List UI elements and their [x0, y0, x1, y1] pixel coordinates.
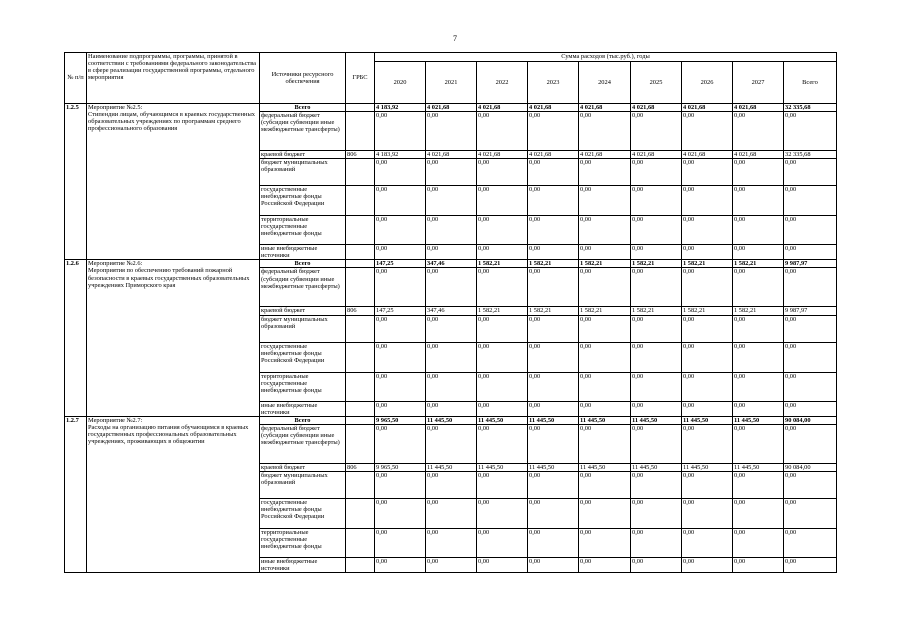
year-value: 0,00	[375, 372, 426, 401]
year-value: 1 582,21	[682, 307, 733, 315]
year-value: 147,25	[375, 307, 426, 315]
year-value: 11 445,50	[528, 463, 579, 471]
year-value: 0,00	[682, 112, 733, 151]
year-value: 0,00	[579, 245, 631, 260]
year-value: 0,00	[682, 245, 733, 260]
total-value: 0,00	[784, 216, 837, 245]
funding-source: государственные внебюджетные фонды Российской Федерации	[260, 342, 346, 372]
year-value: 0,00	[631, 401, 682, 416]
year-value: 0,00	[733, 268, 784, 307]
year-value: 0,00	[528, 112, 579, 151]
year-value: 0,00	[579, 401, 631, 416]
funding-source: бюджет муниципальных образований	[260, 159, 346, 186]
funding-source: территориальные государственные внебюджетные фонды	[260, 372, 346, 401]
year-value: 1 582,21	[528, 307, 579, 315]
funding-source: территориальные государственные внебюджетные фонды	[260, 216, 346, 245]
year-value: 1 582,21	[579, 307, 631, 315]
year-value: 0,00	[682, 186, 733, 216]
year-value: 4 021,68	[631, 151, 682, 159]
year-value: 0,00	[733, 159, 784, 186]
year-value: 0,00	[528, 159, 579, 186]
year-value: 0,00	[631, 372, 682, 401]
total-value: 0,00	[784, 245, 837, 260]
year-value: 0,00	[426, 401, 477, 416]
grbs-code	[346, 245, 375, 260]
year-value: 0,00	[477, 159, 528, 186]
page-number: 7	[453, 34, 457, 43]
funding-source: краевой бюджет	[260, 307, 346, 315]
header-year: 2023	[528, 62, 579, 104]
year-value: 4 021,68	[528, 151, 579, 159]
total-value: 0,00	[784, 315, 837, 342]
year-value: 0,00	[528, 342, 579, 372]
year-value: 4 021,68	[477, 104, 528, 112]
grbs-code: 806	[346, 463, 375, 471]
year-value: 0,00	[631, 186, 682, 216]
year-value: 0,00	[375, 112, 426, 151]
year-value: 0,00	[375, 401, 426, 416]
total-value: 0,00	[784, 401, 837, 416]
year-value: 0,00	[375, 245, 426, 260]
year-value: 0,00	[733, 315, 784, 342]
year-value: 0,00	[375, 159, 426, 186]
budget-table	[64, 52, 837, 573]
item-number: 1.2.6	[65, 260, 87, 416]
year-value: 0,00	[733, 186, 784, 216]
year-value: 11 445,50	[426, 416, 477, 424]
year-value: 4 021,68	[426, 151, 477, 159]
table-header	[65, 53, 837, 104]
year-value: 0,00	[375, 528, 426, 557]
header-sources: Источники ресурсного обеспечения	[260, 53, 346, 104]
year-value: 0,00	[631, 498, 682, 528]
year-value: 0,00	[579, 216, 631, 245]
grbs-code	[346, 372, 375, 401]
year-value: 4 021,68	[579, 151, 631, 159]
year-value: 4 021,68	[528, 104, 579, 112]
year-value: 147,25	[375, 260, 426, 268]
year-value: 0,00	[375, 342, 426, 372]
year-value: 0,00	[631, 245, 682, 260]
total-value: 0,00	[784, 268, 837, 307]
year-value: 1 582,21	[682, 260, 733, 268]
funding-source: бюджет муниципальных образований	[260, 315, 346, 342]
grbs-code: 806	[346, 307, 375, 315]
year-value: 9 965,50	[375, 416, 426, 424]
header-name: Наименование подпрограммы, программы, принятой в соответствии с требованиями федерального законодательства в сфере реализации государственной программы, отдельного мероприятия	[87, 53, 260, 104]
header-grbs: ГРБС	[346, 53, 375, 104]
grbs-code	[346, 342, 375, 372]
year-value: 0,00	[477, 342, 528, 372]
total-value: 0,00	[784, 372, 837, 401]
year-value: 0,00	[733, 528, 784, 557]
year-value: 0,00	[426, 245, 477, 260]
year-value: 4 021,68	[631, 104, 682, 112]
total-value: 0,00	[784, 557, 837, 572]
year-value: 0,00	[477, 186, 528, 216]
funding-source: иные внебюджетные источники	[260, 245, 346, 260]
funding-source: государственные внебюджетные фонды Российской Федерации	[260, 498, 346, 528]
year-value: 1 582,21	[528, 260, 579, 268]
year-value: 1 582,21	[733, 260, 784, 268]
total-value: 0,00	[784, 528, 837, 557]
year-value: 0,00	[682, 268, 733, 307]
year-value: 0,00	[375, 471, 426, 498]
year-value: 0,00	[579, 424, 631, 463]
year-value: 0,00	[375, 186, 426, 216]
year-value: 0,00	[426, 112, 477, 151]
year-value: 1 582,21	[477, 307, 528, 315]
year-value: 0,00	[682, 342, 733, 372]
year-value: 9 965,50	[375, 463, 426, 471]
year-value: 1 582,21	[733, 307, 784, 315]
year-value: 0,00	[579, 372, 631, 401]
header-num: № п/п	[65, 53, 87, 104]
year-value: 347,46	[426, 260, 477, 268]
funding-source: федеральный бюджет (субсидии субвенции иные межбюджетные трансферты)	[260, 112, 346, 151]
year-value: 0,00	[579, 528, 631, 557]
year-value: 0,00	[426, 315, 477, 342]
year-value: 0,00	[682, 216, 733, 245]
grbs-code	[346, 471, 375, 498]
total-value: 9 987,97	[784, 307, 837, 315]
total-row	[65, 416, 837, 424]
year-value: 0,00	[528, 315, 579, 342]
funding-source: Всего	[260, 416, 346, 424]
year-value: 0,00	[375, 424, 426, 463]
year-value: 0,00	[682, 498, 733, 528]
year-value: 0,00	[631, 112, 682, 151]
year-value: 0,00	[477, 471, 528, 498]
funding-source: бюджет муниципальных образований	[260, 471, 346, 498]
year-value: 0,00	[682, 401, 733, 416]
year-value: 0,00	[733, 245, 784, 260]
grbs-code	[346, 557, 375, 572]
grbs-code: 806	[346, 151, 375, 159]
grbs-code	[346, 112, 375, 151]
year-value: 0,00	[375, 557, 426, 572]
grbs-code	[346, 260, 375, 268]
year-value: 0,00	[733, 342, 784, 372]
funding-source: государственные внебюджетные фонды Российской Федерации	[260, 186, 346, 216]
year-value: 0,00	[733, 401, 784, 416]
total-value: 0,00	[784, 112, 837, 151]
year-value: 11 445,50	[733, 463, 784, 471]
year-value: 0,00	[733, 424, 784, 463]
grbs-code	[346, 424, 375, 463]
total-value: 0,00	[784, 498, 837, 528]
year-value: 0,00	[477, 216, 528, 245]
year-value: 0,00	[579, 159, 631, 186]
year-value: 0,00	[733, 216, 784, 245]
year-value: 11 445,50	[477, 416, 528, 424]
year-value: 0,00	[579, 315, 631, 342]
year-value: 11 445,50	[579, 463, 631, 471]
total-value: 90 084,00	[784, 416, 837, 424]
total-value: 0,00	[784, 424, 837, 463]
year-value: 0,00	[426, 268, 477, 307]
year-value: 1 582,21	[631, 307, 682, 315]
grbs-code	[346, 498, 375, 528]
total-value: 0,00	[784, 186, 837, 216]
table-body	[65, 104, 837, 573]
year-value: 4 021,68	[579, 104, 631, 112]
year-value: 0,00	[579, 471, 631, 498]
item-description: Мероприятия по обеспечению требований пожарной безопасности в краевых государственных образовательных учреждениях Приморского края	[88, 267, 250, 289]
funding-source: Всего	[260, 104, 346, 112]
year-value: 1 582,21	[631, 260, 682, 268]
total-value: 0,00	[784, 342, 837, 372]
item-description: Стипендии лицам, обучающимся в краевых государственных образовательных учреждениях по программам среднего профессионального образования	[88, 111, 255, 133]
year-value: 0,00	[682, 159, 733, 186]
year-value: 0,00	[631, 557, 682, 572]
total-value: 32 335,68	[784, 104, 837, 112]
year-value: 0,00	[682, 315, 733, 342]
year-value: 0,00	[733, 112, 784, 151]
header-year: 2020	[375, 62, 426, 104]
grbs-code	[346, 416, 375, 424]
year-value: 0,00	[631, 528, 682, 557]
grbs-code	[346, 216, 375, 245]
year-value: 0,00	[528, 372, 579, 401]
year-value: 0,00	[579, 342, 631, 372]
grbs-code	[346, 186, 375, 216]
year-value: 0,00	[631, 342, 682, 372]
year-value: 0,00	[528, 401, 579, 416]
year-value: 0,00	[477, 112, 528, 151]
year-value: 0,00	[375, 268, 426, 307]
header-year: 2026	[682, 62, 733, 104]
year-value: 0,00	[426, 528, 477, 557]
year-value: 4 021,68	[733, 104, 784, 112]
grbs-code	[346, 315, 375, 342]
year-value: 0,00	[528, 424, 579, 463]
funding-source: краевой бюджет	[260, 151, 346, 159]
total-value: 9 987,97	[784, 260, 837, 268]
year-value: 0,00	[733, 498, 784, 528]
year-value: 11 445,50	[631, 416, 682, 424]
year-value: 11 445,50	[682, 463, 733, 471]
year-value: 0,00	[477, 268, 528, 307]
year-value: 4 021,68	[477, 151, 528, 159]
year-value: 0,00	[528, 216, 579, 245]
grbs-code	[346, 528, 375, 557]
year-value: 4 021,68	[733, 151, 784, 159]
item-title: Мероприятие №2.5:	[88, 104, 143, 111]
year-value: 0,00	[528, 268, 579, 307]
year-value: 0,00	[631, 471, 682, 498]
header-year: 2021	[426, 62, 477, 104]
funding-source: краевой бюджет	[260, 463, 346, 471]
year-value: 0,00	[375, 216, 426, 245]
item-description: Расходы на организацию питания обучающимся в краевых государственных профессиональных образовательных учреждениях, проживающих в общежитии	[88, 423, 249, 446]
year-value: 0,00	[528, 498, 579, 528]
year-value: 0,00	[477, 498, 528, 528]
year-value: 0,00	[477, 401, 528, 416]
header-year: 2024	[579, 62, 631, 104]
year-value: 0,00	[426, 372, 477, 401]
year-value: 0,00	[682, 372, 733, 401]
total-value: 32 335,68	[784, 151, 837, 159]
year-value: 0,00	[426, 471, 477, 498]
funding-source: федеральный бюджет (субсидии субвенции иные межбюджетные трансферты)	[260, 268, 346, 307]
year-value: 0,00	[733, 557, 784, 572]
year-value: 11 445,50	[631, 463, 682, 471]
year-value: 4 021,68	[682, 104, 733, 112]
funding-source: территориальные государственные внебюджетные фонды	[260, 528, 346, 557]
year-value: 4 021,68	[426, 104, 477, 112]
funding-source: федеральный бюджет (субсидии субвенции иные межбюджетные трансферты)	[260, 424, 346, 463]
year-value: 0,00	[426, 216, 477, 245]
year-value: 347,46	[426, 307, 477, 315]
grbs-code	[346, 401, 375, 416]
year-value: 0,00	[528, 245, 579, 260]
year-value: 0,00	[579, 557, 631, 572]
year-value: 0,00	[477, 245, 528, 260]
total-value: 0,00	[784, 159, 837, 186]
year-value: 4 183,92	[375, 151, 426, 159]
item-description-cell	[87, 416, 260, 572]
header-year: 2027	[733, 62, 784, 104]
year-value: 0,00	[682, 424, 733, 463]
year-value: 0,00	[682, 528, 733, 557]
year-value: 0,00	[733, 372, 784, 401]
item-description-cell	[87, 260, 260, 416]
year-value: 0,00	[528, 471, 579, 498]
header-year: 2022	[477, 62, 528, 104]
year-value: 0,00	[477, 557, 528, 572]
grbs-code	[346, 104, 375, 112]
total-value: 90 084,00	[784, 463, 837, 471]
year-value: 0,00	[477, 315, 528, 342]
item-number: 1.2.7	[65, 416, 87, 572]
year-value: 0,00	[426, 186, 477, 216]
year-value: 0,00	[631, 268, 682, 307]
funding-source: иные внебюджетные источники	[260, 401, 346, 416]
year-value: 11 445,50	[528, 416, 579, 424]
year-value: 4 021,68	[682, 151, 733, 159]
year-value: 0,00	[631, 216, 682, 245]
year-value: 0,00	[477, 528, 528, 557]
year-value: 0,00	[477, 372, 528, 401]
year-value: 11 445,50	[426, 463, 477, 471]
year-value: 1 582,21	[477, 260, 528, 268]
year-value: 0,00	[733, 471, 784, 498]
year-value: 4 183,92	[375, 104, 426, 112]
year-value: 0,00	[426, 498, 477, 528]
year-value: 11 445,50	[477, 463, 528, 471]
total-row	[65, 260, 837, 268]
year-value: 11 445,50	[579, 416, 631, 424]
total-value: 0,00	[784, 471, 837, 498]
total-row	[65, 104, 837, 112]
year-value: 0,00	[528, 186, 579, 216]
funding-source: иные внебюджетные источники	[260, 557, 346, 572]
year-value: 0,00	[631, 424, 682, 463]
grbs-code	[346, 159, 375, 186]
year-value: 0,00	[426, 159, 477, 186]
year-value: 0,00	[631, 159, 682, 186]
item-title: Мероприятие №2.7:	[88, 416, 143, 424]
year-value: 0,00	[528, 557, 579, 572]
year-value: 0,00	[375, 315, 426, 342]
year-value: 0,00	[426, 342, 477, 372]
year-value: 0,00	[579, 268, 631, 307]
year-value: 0,00	[528, 528, 579, 557]
funding-source: Всего	[260, 260, 346, 268]
year-value: 0,00	[426, 424, 477, 463]
grbs-code	[346, 268, 375, 307]
header-year: Всего	[784, 62, 837, 104]
year-value: 0,00	[375, 498, 426, 528]
year-value: 11 445,50	[733, 416, 784, 424]
item-title: Мероприятие №2.6:	[88, 260, 143, 268]
header-year: 2025	[631, 62, 682, 104]
year-value: 0,00	[579, 186, 631, 216]
year-value: 0,00	[579, 498, 631, 528]
year-value: 0,00	[426, 557, 477, 572]
item-number: 1.2.5	[65, 104, 87, 260]
year-value: 0,00	[682, 557, 733, 572]
item-description-cell	[87, 104, 260, 260]
header-sum-title: Сумма расходов (тыс.руб.), годы	[375, 53, 837, 62]
year-value: 0,00	[631, 315, 682, 342]
year-value: 1 582,21	[579, 260, 631, 268]
year-value: 11 445,50	[682, 416, 733, 424]
year-value: 0,00	[579, 112, 631, 151]
year-value: 0,00	[682, 471, 733, 498]
year-value: 0,00	[477, 424, 528, 463]
